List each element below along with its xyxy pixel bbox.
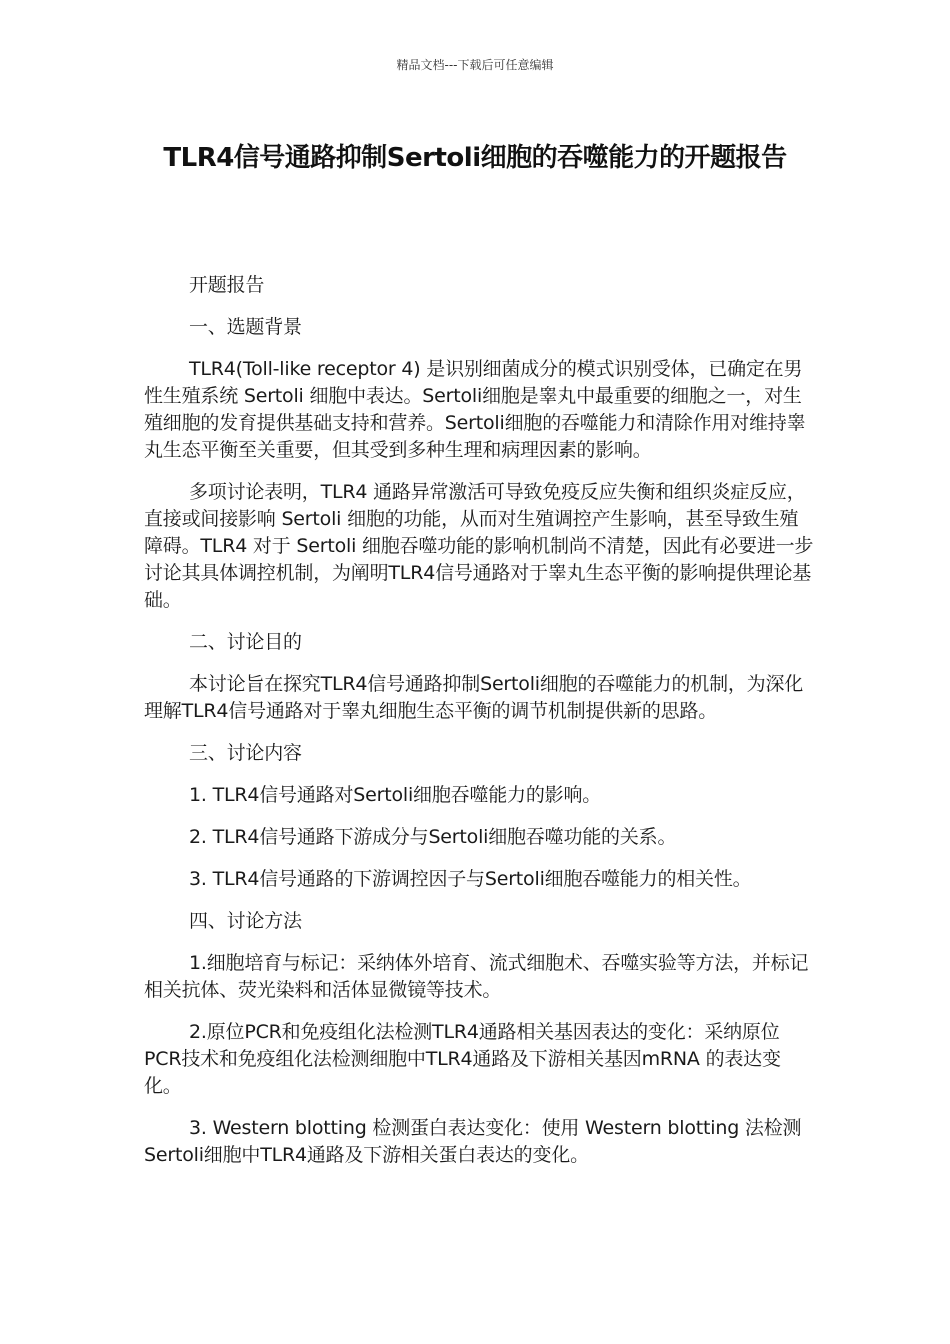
method-item-2: 2.原位PCR和免疫组化法检测TLR4通路相关基因表达的变化：采纳原位PCR技术和免疫组化法检测细胞中TLR4通路及下游相关基因mRNA 的表达变化。 — [144, 1021, 781, 1097]
paragraph-purpose: 本讨论旨在探究TLR4信号通路抑制Sertoli细胞的吞噬能力的机制，为深化理解TLR4信号通路对于睾丸细胞生态平衡的调节机制提供新的思路。 — [144, 673, 804, 722]
document-title: TLR4信号通路抑制Sertoli细胞的吞噬能力的开题报告 — [163, 143, 787, 173]
content-item-3: 3. TLR4信号通路的下游调控因子与Sertoli细胞吞噬能力的相关性。 — [189, 868, 752, 890]
method-item-3: 3. Western blotting 检测蛋白表达变化：使用 Western blotting 法检测Sertoli细胞中TLR4通路及下游相关蛋白表达的变化。 — [144, 1117, 802, 1166]
content-item-1: 1. TLR4信号通路对Sertoli细胞吞噬能力的影响。 — [189, 784, 602, 806]
content-item-2: 2. TLR4信号通路下游成分与Sertoli细胞吞噬功能的关系。 — [189, 826, 677, 848]
page-header-watermark: 精品文档---下载后可任意编辑 — [396, 58, 554, 72]
paragraph-background-2: 多项讨论表明，TLR4 通路异常激活可导致免疫反应失衡和组织炎症反应，直接或间接影响 Sertoli 细胞的功能，从而对生殖调控产生影响，甚至导致生殖障碍。TLR4 对于 Sertoli 细胞吞噬功能的影响机制尚不清楚，因此有必要进一步讨论其具体调控机制，为阐明TLR4信号通路对于睾丸生态平衡的影响提供理论基础。 — [144, 481, 814, 611]
method-item-1: 1.细胞培育与标记：采纳体外培育、流式细胞术、吞噬实验等方法，并标记相关抗体、荧光染料和活体显微镜等技术。 — [144, 952, 809, 1001]
section-heading-purpose: 二、讨论目的 — [189, 631, 302, 653]
section-heading-methods: 四、讨论方法 — [189, 910, 302, 932]
section-heading-background: 一、选题背景 — [189, 316, 302, 338]
document-body — [144, 272, 814, 1184]
paragraph-background-1: TLR4(Toll-like receptor 4) 是识别细菌成分的模式识别受体，已确定在男性生殖系统 Sertoli 细胞中表达。Sertoli细胞是睾丸中最重要的细胞之一，对生殖细胞的发育提供基础支持和营养。Sertoli细胞的吞噬能力和清除作用对维持睾丸生态平衡至关重要，但其受到多种生理和病理因素的影响。 — [144, 358, 806, 461]
paragraph-report-label: 开题报告 — [189, 274, 265, 296]
section-heading-content: 三、讨论内容 — [189, 742, 302, 764]
